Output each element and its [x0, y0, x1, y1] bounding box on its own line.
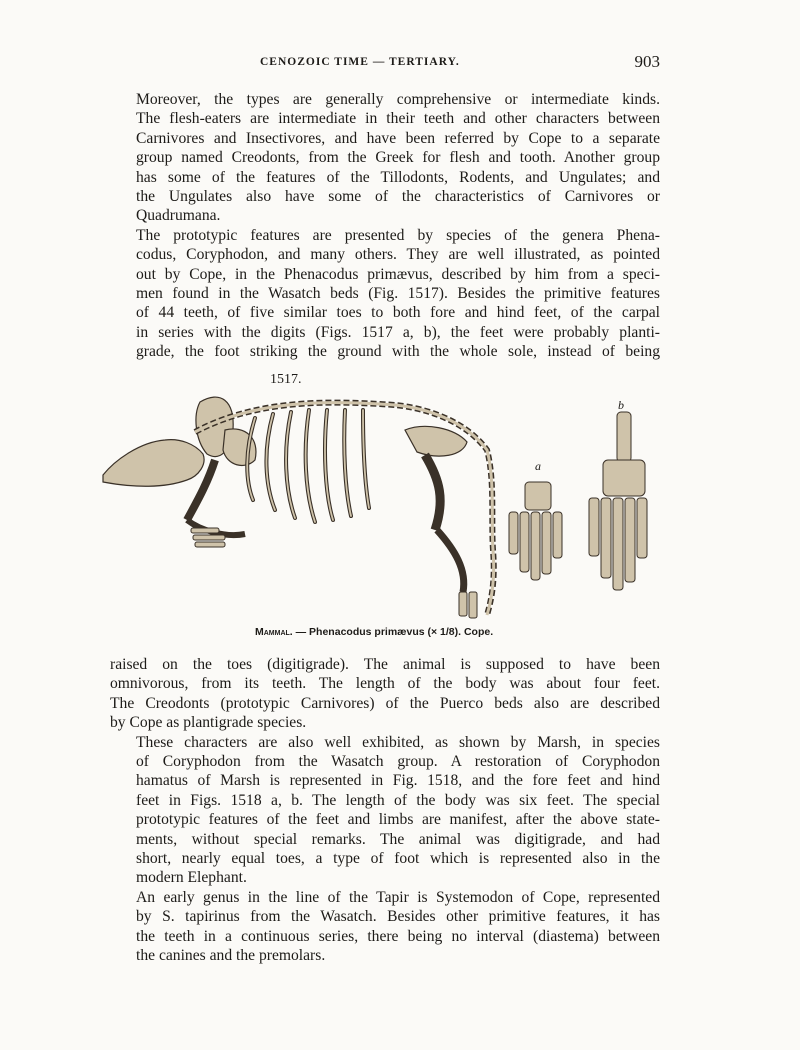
text-line: Moreover, the types are generally comprehensive or intermediate kinds.: [136, 91, 660, 108]
hindfoot-toe: [469, 592, 477, 618]
paragraph-coryphodon: [110, 733, 660, 888]
text-line: the teeth in a continuous series, there being no interval (diastema) between: [136, 927, 660, 945]
tibia: [437, 530, 464, 592]
text-line: in series with the digits (Figs. 1517 a, b), the feet were probably planti-: [136, 323, 660, 341]
text-line: by S. tapirinus from the Wasatch. Besides other primitive features, it has: [136, 908, 660, 926]
skull: [103, 440, 204, 487]
page-header: [110, 52, 660, 76]
text-line: The Creodonts (prototypic Carnivores) of the Puerco beds also are described: [110, 694, 660, 712]
forefoot-toe: [195, 542, 225, 547]
text-line: by Cope as plantigrade species.: [110, 714, 307, 732]
running-head: CENOZOIC TIME — TERTIARY.: [260, 56, 460, 68]
text-line: feet in Figs. 1518 a, b. The length of the body was six feet. The special: [136, 791, 660, 809]
paragraph-prototypic: [110, 226, 660, 362]
text-line: These characters are also well exhibited, as shown by Marsh, in species: [136, 733, 660, 751]
page-number: 903: [634, 52, 660, 71]
text-line: has some of the features of the Tillodonts, Rodents, and Ungulates; and: [136, 168, 660, 186]
top-text-block: [110, 90, 660, 362]
forefoot-toe: [191, 528, 219, 533]
figure-number: 1517.: [270, 372, 302, 387]
text-line: codus, Coryphodon, and many others. They are well illustrated, as pointed: [136, 246, 660, 264]
hindfoot-b: [589, 412, 647, 590]
pelvis: [405, 426, 467, 456]
text-line: modern Elephant.: [136, 869, 247, 887]
text-line: of Coryphodon from the Wasatch group. A restoration of Coryphodon: [136, 753, 660, 771]
text-line: omnivorous, from its teeth. The length of the body was about four feet.: [110, 675, 660, 693]
figure-label-a: a: [535, 459, 541, 473]
bottom-text-block: [110, 655, 660, 966]
text-line: prototypic features of the feet and limbs are manifest, after the above state-: [136, 811, 660, 829]
forefoot-a: [509, 482, 562, 580]
paragraph-systemodon: [110, 888, 660, 966]
paragraph-types: [110, 90, 660, 226]
text-line: of 44 teeth, of five similar toes to both fore and hind feet, of the carpal: [136, 304, 660, 322]
figure-1517: [95, 370, 695, 650]
text-line: The flesh-eaters are intermediate in their teeth and other characters between: [136, 110, 660, 128]
caption-rest: — Phenacodus primævus (× 1/8). Cope.: [292, 626, 494, 638]
text-line: An early genus in the line of the Tapir is Systemodon of Cope, represented: [136, 888, 660, 906]
text-line: grade, the foot striking the ground with the whole sole, instead of being: [136, 343, 660, 361]
text-line: out by Cope, in the Phenacodus primævus, described by him from a speci-: [136, 265, 660, 283]
text-line: men found in the Wasatch beds (Fig. 1517). Besides the primitive features: [136, 285, 660, 303]
text-line: group named Creodonts, from the Greek for flesh and tooth. Another group: [136, 149, 660, 167]
text-line: hamatus of Marsh is represented in Fig. 1518, and the fore feet and hind: [136, 772, 660, 790]
femur: [425, 455, 440, 530]
text-line: The prototypic features are presented by species of the genera Phena-: [136, 226, 660, 244]
forefoot-toe: [193, 535, 225, 540]
paragraph-digitigrade: [110, 655, 660, 733]
figure-label-b: b: [618, 398, 624, 412]
text-line: ments, without special remarks. The animal was digitigrade, and had: [136, 830, 660, 848]
skeleton-illustration: [95, 370, 695, 622]
text-line: Carnivores and Insectivores, and have been referred by Cope to a separate: [136, 129, 660, 147]
text-line: raised on the toes (digitigrade). The animal is supposed to have been: [110, 656, 660, 673]
text-line: the Ungulates also have some of the characteristics of Carnivores or: [136, 188, 660, 206]
caption-lead: Mammal.: [255, 626, 293, 638]
hindfoot-toe: [459, 592, 467, 616]
text-line: the canines and the premolars.: [136, 947, 326, 965]
text-line: short, nearly equal toes, a type of foot which is represented also in the: [136, 850, 660, 868]
figure-caption: [255, 626, 493, 638]
text-line: Quadrumana.: [136, 207, 221, 225]
